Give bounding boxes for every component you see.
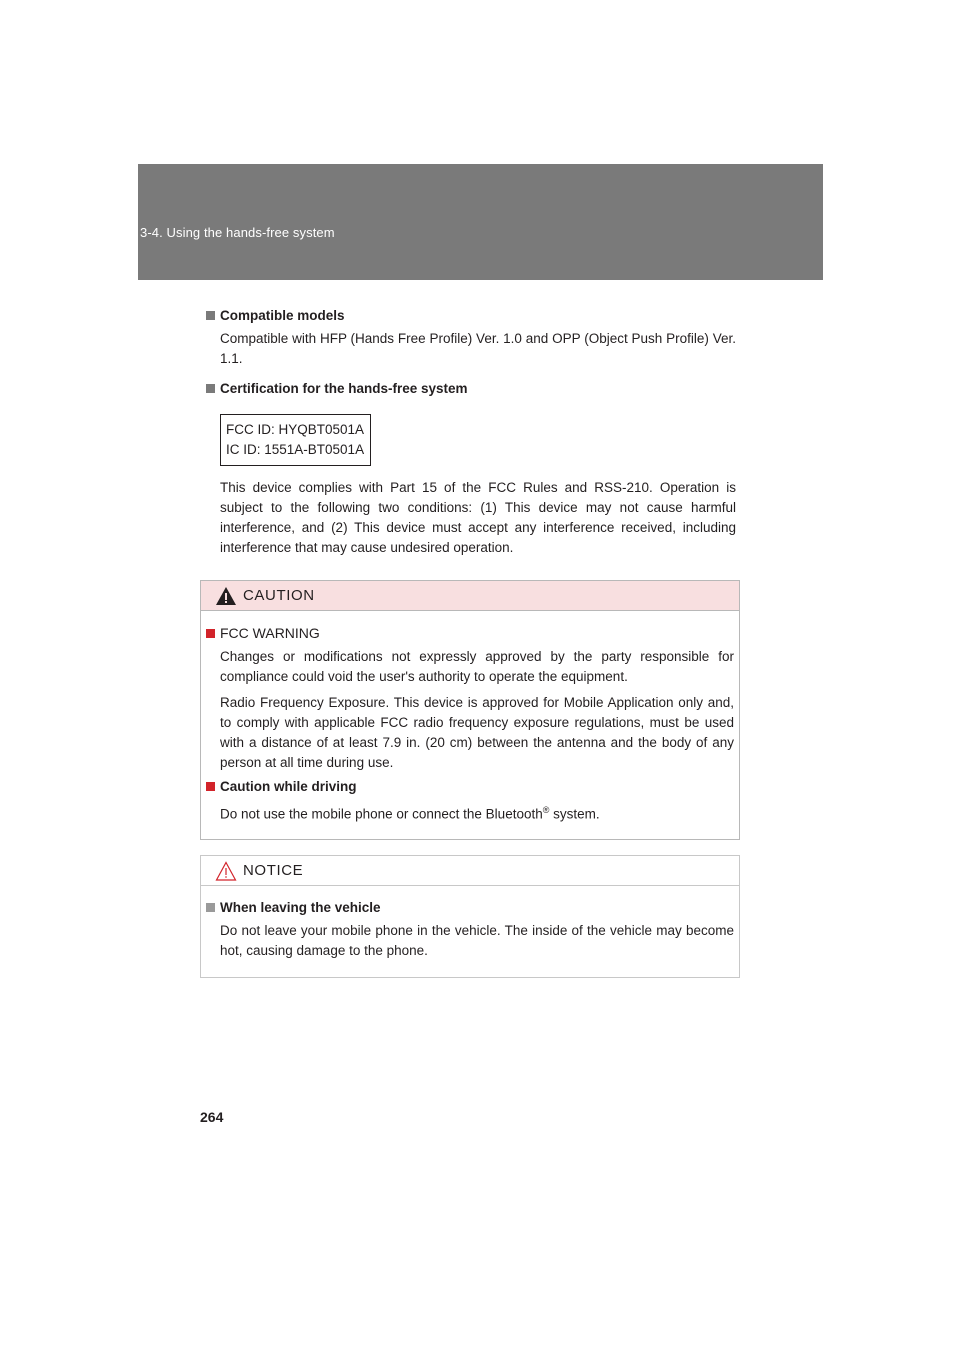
caution-body	[201, 611, 739, 825]
warning-triangle-icon	[215, 586, 237, 606]
square-bullet-icon	[206, 384, 215, 393]
driving-title	[201, 779, 734, 794]
registered-mark: ®	[542, 805, 550, 815]
header-band	[138, 164, 823, 280]
certification-text: This device complies with Part 15 of the FCC Rules and RSS-210. Operation is subject to the following two conditions: (1) This device may not cause harmful interference, and (2) This device must accept any interference received, including interference that may cause undesired operation.	[220, 480, 736, 555]
driving-text-a: Do not use the mobile phone or connect the Bluetooth	[220, 806, 543, 822]
section-title-certification	[206, 381, 736, 396]
square-bullet-icon	[206, 311, 215, 320]
section-title-label: Certification for the hands-free system	[220, 381, 468, 396]
caution-header	[201, 581, 739, 611]
notice-triangle-icon	[215, 861, 237, 881]
page-number: 264	[200, 1109, 224, 1125]
notice-box	[200, 855, 740, 978]
driving-title-label: Caution while driving	[220, 779, 357, 794]
square-bullet-icon	[206, 782, 215, 791]
fcc-id: FCC ID: HYQBT0501A	[226, 422, 365, 437]
section-title-label: Compatible models	[220, 308, 345, 323]
ic-id: IC ID: 1551A-BT0501A	[226, 442, 365, 457]
caution-label: CAUTION	[243, 587, 315, 604]
square-bullet-icon	[206, 903, 215, 912]
fcc-warning-label: FCC WARNING	[220, 625, 320, 641]
notice-header	[201, 856, 739, 886]
caution-box	[200, 580, 740, 840]
driving-text-b: system.	[549, 806, 600, 822]
leaving-title-label: When leaving the vehicle	[220, 900, 381, 915]
leaving-title	[206, 900, 734, 915]
fcc-warning-text-2: Radio Frequency Exposure. This device is approved for Mobile Application only and, to comply with applicable FCC radio frequency exposure regulations, must be used with a distance of at least 7.9 in. (20 cm) between the antenna and the body of any person at all time during use.	[220, 695, 734, 770]
compatible-text: Compatible with HFP (Hands Free Profile) Ver. 1.0 and OPP (Object Push Profile) Ver. 1.1.	[220, 331, 736, 366]
section-title-compatible	[206, 308, 736, 323]
square-bullet-icon	[206, 629, 215, 638]
fcc-id-box	[220, 414, 371, 466]
driving-text	[201, 800, 734, 825]
breadcrumb: 3-4. Using the hands-free system	[140, 225, 335, 240]
notice-label: NOTICE	[243, 862, 304, 879]
notice-body	[201, 886, 739, 961]
main-content	[206, 308, 736, 558]
fcc-warning-title	[201, 625, 734, 641]
fcc-warning-text-1: Changes or modifications not expressly approved by the party responsible for compliance could void the user's authority to operate the equipment.	[220, 649, 734, 684]
leaving-text: Do not leave your mobile phone in the vehicle. The inside of the vehicle may become hot, causing damage to the phone.	[220, 923, 734, 958]
